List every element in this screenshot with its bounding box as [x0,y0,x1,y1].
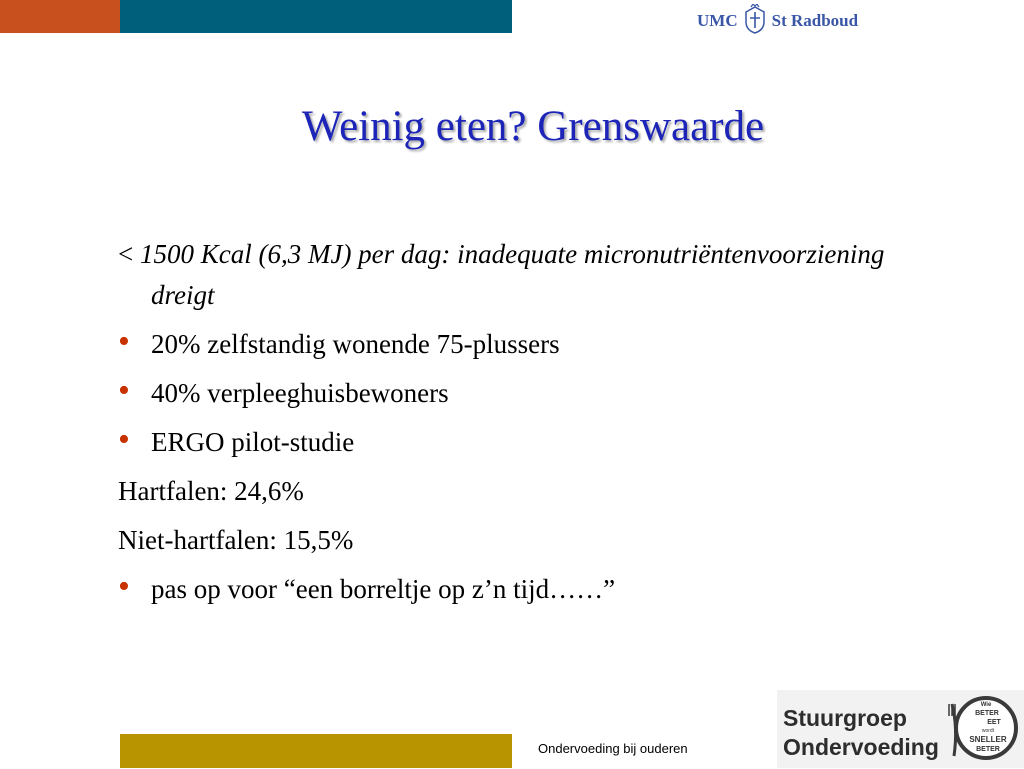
header-bar-teal [120,0,512,33]
stuurgroep-logo [777,690,1024,768]
crest-icon [744,4,766,39]
threshold-text: 1500 Kcal (6,3 MJ) per dag: inadequate micronutriëntenvoorziening dreigt [139,239,885,310]
list-item-text: 20% zelfstandig wonende 75-plussers [151,329,560,359]
list-item [118,565,938,614]
emblem-text-sneller: SNELLER [969,735,1007,744]
heart-failure-line: Hartfalen: 24,6% [118,476,304,506]
threshold-line [118,234,938,316]
emblem-text-beter-2: BETER [976,746,1000,753]
emblem-text-wordt: wordt [981,728,995,734]
stuurgroep-wordmark [783,704,939,762]
slide-title: Weinig eten? Grenswaarde [301,103,765,150]
footer-text: Ondervoeding bij ouderen [538,741,688,756]
list-item-text: 40% verpleeghuisbewoners [151,378,449,408]
non-heart-failure-line: Niet-hartfalen: 15,5% [118,525,354,555]
ondervoeding-word: Ondervoeding [783,734,939,760]
fork-spoon-emblem-icon [946,694,1018,769]
umc-st-radboud-logo [697,4,858,38]
list-item [118,320,938,369]
logo-umc-text: UMC [697,11,738,30]
logo-radboud-text: St Radboud [771,11,859,30]
emblem-text-beter: BETER [975,710,999,717]
list-item-text: pas op voor “een borreltje op z’n tijd……” [151,574,616,604]
emblem-text-wie: Wie [980,702,992,708]
list-item-text: ERGO pilot-studie [151,427,355,457]
bullet-icon: • [118,372,130,409]
emblem-text-eet: EET [987,719,1001,726]
list-item [118,369,938,418]
stuurgroep-word: Stuurgroep [783,705,907,731]
header-bar-orange [0,0,120,33]
footer-bar-gold [120,734,512,768]
bullet-icon: • [118,421,130,458]
bullet-icon: • [118,323,130,360]
bullet-icon: • [118,568,130,605]
less-than-prefix: < [118,239,140,269]
list-item [118,418,938,467]
slide-body [118,234,938,614]
